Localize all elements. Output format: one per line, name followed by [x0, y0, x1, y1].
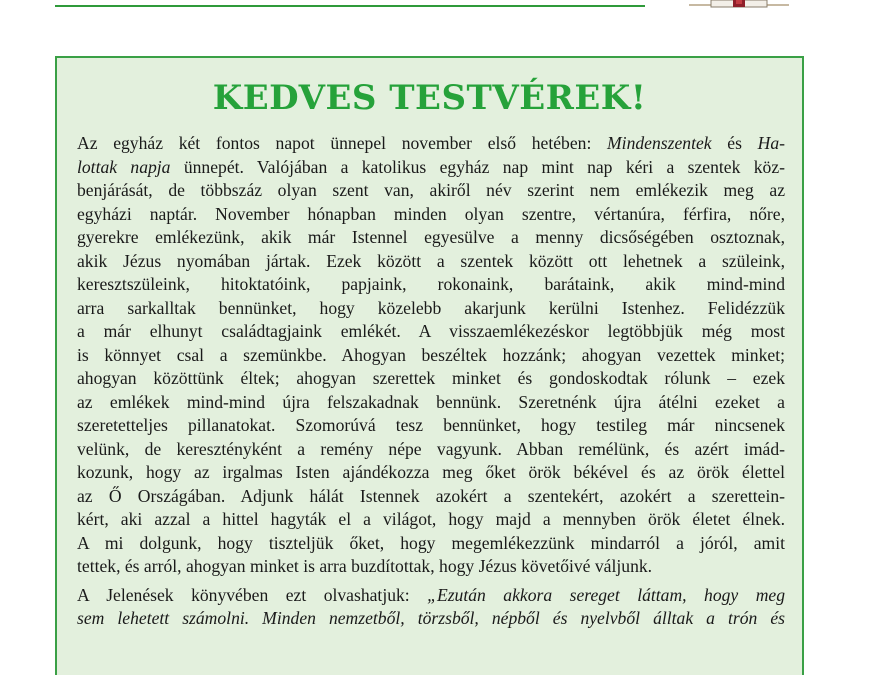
- text-line: kozunk, hogy az irgalmas Isten ajándékozza meg őket örök békével és az örök élettel: [77, 462, 785, 482]
- emphasis-text: Mindenszentek: [607, 133, 712, 153]
- quote-text: „Ezután akkora sereget láttam, hogy meg: [427, 584, 785, 605]
- article-body: [77, 132, 785, 631]
- text-line: gyerekre emlékezünk, akik már Istennel egyesülve a menny dicsőségében osztoznak,: [77, 227, 785, 247]
- text-line: velünk, de keresztényként a remény népe vagyunk. Abban remélünk, és azért imád-: [77, 438, 785, 459]
- quote-text: sem lehetett számolni. Minden nemzetből, törzsből, népből és nyelvből álltak a trón és: [77, 608, 785, 628]
- text-line: A mi dolgunk, hogy tiszteljük őket, hogy megemlékezzünk mindarról a jóról, amit: [77, 532, 785, 553]
- text-line: arra sarkalltak bennünket, hogy közelebb akarjunk kerülni Istenhez. Felidézzük: [77, 297, 785, 318]
- text-line: az emlékek mind-mind újra felszakadnak bennünk. Szeretnénk újra átélni ezeket a: [77, 391, 785, 412]
- text-line: lottak napja ünnepét. Valójában a katolikus egyház nap mint nap kéri a szentek köz-: [77, 156, 785, 177]
- text-line: szeretetteljes pillanatokat. Szomorúvá tesz bennünket, hogy testileg már nincsenek: [77, 415, 785, 435]
- text-line: a már elhunyt családtagjaink emlékét. A visszaemlékezéskor legtöbbjük még most: [77, 321, 785, 341]
- house-shrine-icon: [689, 0, 789, 10]
- text-line: egyházi naptár. November hónapban minden olyan szentre, vértanúra, férfira, nőre,: [77, 203, 785, 224]
- text-line: ahogyan közöttünk éltek; ahogyan szerettek minket és gondoskodtak rólunk – ezek: [77, 368, 785, 388]
- text-line: Az egyház két fontos napot ünnepel november első hetében: Mindenszentek és Ha-: [77, 133, 785, 153]
- article-title: KEDVES TESTVÉREK!: [212, 78, 647, 118]
- text-line: akik Jézus nyomában jártak. Ezek között a szentek között ott lehetnek a szüleink,: [77, 250, 785, 271]
- paragraph: [77, 584, 785, 631]
- text-line: is könnyet csal a szemünkbe. Ahogyan beszéltek hozzánk; ahogyan vezettek minket;: [77, 344, 785, 365]
- text-line: benjárását, de többszáz olyan szent van, akiről név szerint nem emlékezik meg az: [77, 180, 785, 200]
- emphasis-text: lottak napja: [77, 156, 171, 177]
- text-line: keresztszüleink, hitoktatóink, papjaink, rokonaink, barátaink, akik mind-mind: [77, 274, 785, 294]
- header-rule: [55, 5, 645, 7]
- text-line: az Ő Országában. Adjunk hálát Istennek azokért a szentekért, azokért a szerettein-: [77, 485, 785, 506]
- text-line: kért, aki azzal a hittel hagyták el a világot, hogy majd a mennyben örök életet élnek.: [77, 509, 785, 529]
- text-line: A Jelenések könyvében ezt olvashatjuk: „Ezután akkora sereget láttam, hogy meg: [77, 584, 785, 605]
- article-box: [55, 56, 804, 675]
- paragraph: [77, 132, 785, 579]
- emphasis-text: Ha-: [757, 133, 785, 153]
- text-line: tettek, és arról, ahogyan minket is arra buzdítottak, hogy Jézus követőivé váljunk.: [77, 556, 653, 576]
